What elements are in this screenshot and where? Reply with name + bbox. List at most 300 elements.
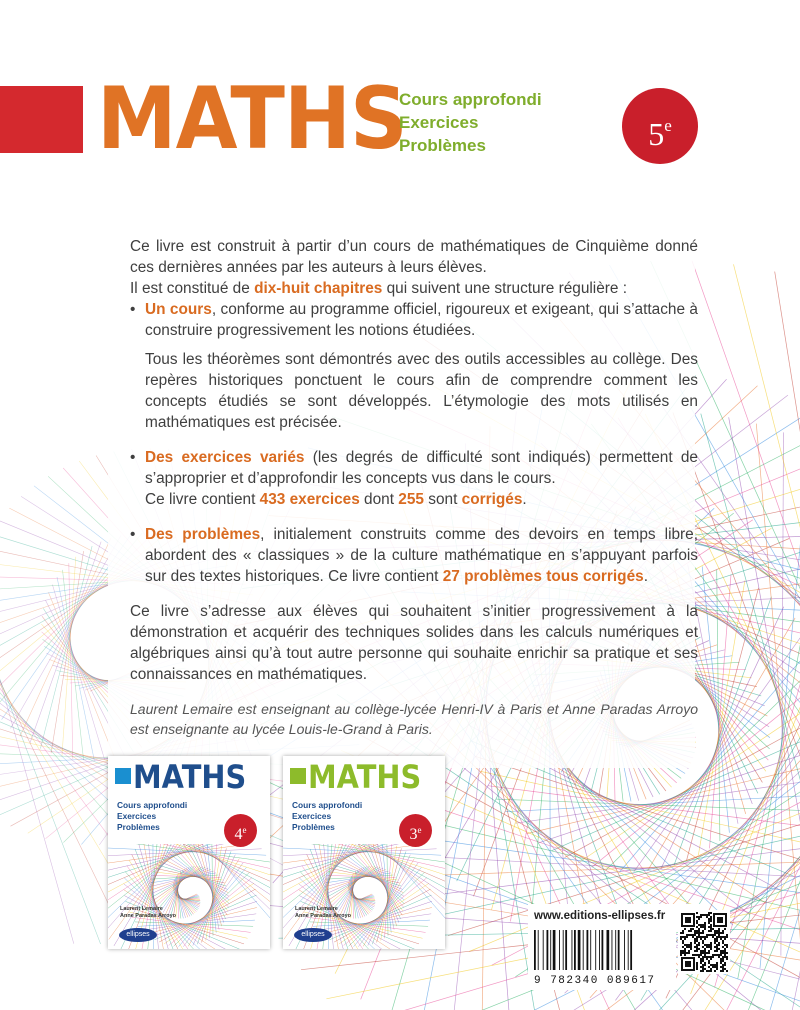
description-text <box>130 236 698 739</box>
qr-module <box>715 925 717 927</box>
qr-module <box>708 926 710 928</box>
qr-module <box>724 938 726 940</box>
qr-module <box>714 938 716 940</box>
qr-module <box>722 936 724 938</box>
qr-module <box>681 919 683 921</box>
qr-module <box>687 957 689 959</box>
qr-module <box>710 958 712 960</box>
qr-module <box>722 942 724 944</box>
qr-module <box>685 913 687 915</box>
book-authors <box>120 906 176 920</box>
book-title: MATHS <box>308 758 422 796</box>
text: Ce livre contient <box>145 491 260 508</box>
qr-module <box>694 940 696 942</box>
barcode-bar <box>578 930 581 970</box>
qr-module <box>702 942 704 944</box>
book-level-number: 4 <box>234 826 243 843</box>
publisher-logo: ellipses <box>294 928 332 942</box>
qr-module <box>704 914 706 916</box>
level-suffix: e <box>664 116 672 135</box>
qr-module <box>716 962 718 964</box>
qr-module <box>722 932 724 934</box>
qr-module <box>706 944 708 946</box>
qr-module <box>706 914 708 916</box>
qr-module <box>712 936 714 938</box>
qr-module <box>698 928 700 930</box>
qr-module <box>685 961 687 963</box>
qr-module <box>696 944 698 946</box>
qr-pattern <box>680 912 728 972</box>
barcode-bar <box>563 930 564 970</box>
qr-module <box>698 934 700 936</box>
qr-module <box>700 958 702 960</box>
qr-module <box>682 946 684 948</box>
qr-module <box>681 913 683 915</box>
spiral-line <box>151 868 208 894</box>
qr-module <box>723 913 725 915</box>
qr-module <box>719 917 721 919</box>
qr-module <box>684 954 686 956</box>
qr-module <box>714 932 716 934</box>
qr-module <box>704 968 706 970</box>
book-subtitle-line: Exercices <box>292 811 332 821</box>
qr-module <box>720 936 722 938</box>
qr-module <box>708 930 710 932</box>
qr-module <box>690 946 692 948</box>
text: qui suivent une structure régulière : <box>382 280 628 297</box>
qr-module <box>686 934 688 936</box>
qr-module <box>718 948 720 950</box>
qr-module <box>708 970 710 972</box>
qr-module <box>689 919 691 921</box>
book-subtitle-line: Exercices <box>117 811 157 821</box>
barcode-bar <box>628 930 629 970</box>
qr-module <box>694 942 696 944</box>
qr-module <box>693 917 695 919</box>
qr-module <box>693 967 695 969</box>
qr-module <box>681 921 683 923</box>
qr-module <box>710 934 712 936</box>
qr-module <box>689 921 691 923</box>
qr-module <box>683 925 685 927</box>
barcode-bar <box>624 930 625 970</box>
qr-module <box>704 956 706 958</box>
qr-module <box>681 967 683 969</box>
spiral-line <box>0 471 74 943</box>
qr-module <box>722 930 724 932</box>
qr-module <box>717 913 719 915</box>
qr-module <box>687 969 689 971</box>
qr-module <box>717 921 719 923</box>
qr-module <box>702 952 704 954</box>
book-level-suffix: e <box>242 825 247 835</box>
qr-module <box>680 938 682 940</box>
qr-module <box>702 926 704 928</box>
qr-module <box>692 954 694 956</box>
qr-module <box>726 934 728 936</box>
qr-module <box>721 913 723 915</box>
qr-module <box>682 932 684 934</box>
qr-module <box>684 944 686 946</box>
barcode-bar <box>574 930 576 970</box>
level-number: 5 <box>648 116 665 152</box>
qr-module <box>726 958 728 960</box>
barcode-bar <box>547 930 549 970</box>
qr-module <box>722 952 724 954</box>
qr-module <box>720 960 722 962</box>
qr-module <box>704 948 706 950</box>
qr-module <box>716 932 718 934</box>
bullet-problems: • Des problèmes, initialement construits comme des devoirs en temps libre, abordent des « classiques » de la culture mathématique en s’appuyant parfois sur des textes historiques. Ce livre contient 27 problèmes tous corrigés. <box>130 526 699 585</box>
qr-module <box>706 916 708 918</box>
qr-module <box>708 934 710 936</box>
qr-module <box>714 964 716 966</box>
book-author: Laurent Lemaire <box>120 906 163 912</box>
qr-module <box>693 919 695 921</box>
qr-module <box>694 946 696 948</box>
qr-module <box>706 952 708 954</box>
barcode-bar <box>587 930 589 970</box>
qr-module <box>713 925 715 927</box>
qr-module <box>713 917 715 919</box>
qr-module <box>725 917 727 919</box>
qr-module <box>685 919 687 921</box>
qr-module <box>718 942 720 944</box>
qr-module <box>714 942 716 944</box>
qr-module <box>692 936 694 938</box>
qr-module <box>700 932 702 934</box>
qr-module <box>683 957 685 959</box>
book-color-square <box>115 768 131 784</box>
qr-module <box>718 934 720 936</box>
qr-module <box>719 913 721 915</box>
qr-module <box>712 954 714 956</box>
book-subtitle-line: Problèmes <box>292 822 335 832</box>
qr-module <box>693 913 695 915</box>
qr-module <box>718 930 720 932</box>
spiral-line <box>57 577 94 760</box>
qr-module <box>704 938 706 940</box>
qr-module <box>712 964 714 966</box>
qr-module <box>685 925 687 927</box>
qr-module <box>719 921 721 923</box>
qr-module <box>710 912 712 914</box>
barcode-bar <box>550 930 551 970</box>
qr-module <box>700 916 702 918</box>
qr-module <box>716 940 718 942</box>
qr-module <box>682 940 684 942</box>
qr-module <box>691 957 693 959</box>
authors-note: Laurent Lemaire est enseignant au collège-lycée Henri-IV à Paris et Anne Paradas Arroyo est enseignante au lycée Louis-le-Grand à Paris. <box>130 701 698 737</box>
qr-module <box>696 940 698 942</box>
qr-module <box>688 946 690 948</box>
qr-module <box>706 970 708 972</box>
subtitle-line: Exercices <box>399 113 479 132</box>
qr-module <box>710 926 712 928</box>
qr-module <box>696 950 698 952</box>
qr-module <box>688 952 690 954</box>
book-cover-3e <box>283 756 445 949</box>
qr-module <box>708 962 710 964</box>
qr-module <box>720 970 722 972</box>
book-subtitles <box>117 800 187 833</box>
qr-code <box>678 910 730 974</box>
qr-module <box>714 934 716 936</box>
qr-module <box>715 913 717 915</box>
spiral-line <box>152 867 205 897</box>
qr-module <box>720 952 722 954</box>
qr-module <box>718 932 720 934</box>
qr-module <box>693 925 695 927</box>
qr-module <box>698 944 700 946</box>
qr-module <box>687 917 689 919</box>
qr-module <box>708 950 710 952</box>
qr-module <box>710 964 712 966</box>
qr-module <box>700 926 702 928</box>
qr-module <box>723 925 725 927</box>
qr-module <box>680 954 682 956</box>
qr-module <box>687 913 689 915</box>
qr-module <box>688 950 690 952</box>
qr-module <box>714 946 716 948</box>
qr-module <box>698 954 700 956</box>
qr-module <box>717 917 719 919</box>
book-subtitles <box>292 800 362 833</box>
text: Il est constitué de <box>130 280 255 297</box>
qr-module <box>710 920 712 922</box>
qr-module <box>726 936 728 938</box>
qr-module <box>694 934 696 936</box>
qr-module <box>719 919 721 921</box>
text: , conforme au programme officiel, rigoureux et exigeant, qui s’attache à construire progressivement les notions étudiées. <box>145 301 698 339</box>
barcode-bar <box>583 930 584 970</box>
qr-module <box>708 944 710 946</box>
qr-module <box>722 964 724 966</box>
qr-module <box>685 969 687 971</box>
qr-module <box>722 970 724 972</box>
qr-module <box>684 928 686 930</box>
qr-module <box>713 915 715 917</box>
qr-module <box>682 942 684 944</box>
qr-module <box>708 920 710 922</box>
qr-module <box>714 940 716 942</box>
qr-module <box>694 930 696 932</box>
spiral-line <box>516 776 800 823</box>
qr-module <box>708 918 710 920</box>
qr-module <box>704 952 706 954</box>
qr-module <box>702 914 704 916</box>
spiral-line <box>40 546 92 749</box>
qr-module <box>702 964 704 966</box>
qr-module <box>708 912 710 914</box>
qr-module <box>689 957 691 959</box>
qr-module <box>713 921 715 923</box>
book-author: Anne Paradas Arroyo <box>120 913 177 919</box>
qr-module <box>698 930 700 932</box>
barcode-bar <box>630 930 632 970</box>
qr-module <box>704 962 706 964</box>
qr-module <box>692 928 694 930</box>
qr-module <box>724 936 726 938</box>
qr-module <box>718 956 720 958</box>
qr-module <box>689 963 691 965</box>
qr-module <box>696 932 698 934</box>
qr-module <box>722 960 724 962</box>
book-subtitle-line: Problèmes <box>117 822 160 832</box>
qr-module <box>702 936 704 938</box>
highlight: 255 <box>398 491 424 508</box>
qr-module <box>681 917 683 919</box>
qr-module <box>714 970 716 972</box>
isbn-number: 9 782340 089617 <box>534 975 656 987</box>
red-accent-bar <box>0 86 83 153</box>
qr-module <box>696 936 698 938</box>
qr-module <box>693 969 695 971</box>
intro-paragraph: Ce livre est construit à partir d’un cours de mathématiques de Cinquième donné ces dernières années par les auteurs à leurs élèves. <box>130 238 698 276</box>
qr-module <box>716 950 718 952</box>
qr-module <box>708 966 710 968</box>
qr-module <box>702 958 704 960</box>
qr-module <box>720 962 722 964</box>
qr-module <box>702 940 704 942</box>
barcode-bar <box>618 930 620 970</box>
qr-module <box>700 952 702 954</box>
qr-module <box>687 965 689 967</box>
qr-module <box>700 924 702 926</box>
qr-module <box>696 938 698 940</box>
qr-module <box>714 950 716 952</box>
qr-module <box>694 938 696 940</box>
qr-module <box>720 950 722 952</box>
qr-module <box>696 964 698 966</box>
qr-module <box>716 968 718 970</box>
qr-module <box>714 966 716 968</box>
barcode-bar <box>612 930 613 970</box>
spiral-line <box>69 563 73 759</box>
qr-module <box>681 959 683 961</box>
qr-module <box>686 944 688 946</box>
qr-module <box>724 964 726 966</box>
text: dont <box>359 491 399 508</box>
qr-module <box>698 924 700 926</box>
qr-module <box>689 913 691 915</box>
qr-module <box>718 928 720 930</box>
intro-structure <box>130 278 698 299</box>
qr-module <box>687 925 689 927</box>
qr-module <box>682 936 684 938</box>
qr-module <box>708 952 710 954</box>
qr-module <box>726 944 728 946</box>
qr-module <box>720 932 722 934</box>
qr-module <box>704 950 706 952</box>
barcode-bar <box>565 930 567 970</box>
qr-module <box>700 966 702 968</box>
qr-module <box>693 957 695 959</box>
qr-module <box>724 952 726 954</box>
qr-module <box>683 913 685 915</box>
qr-module <box>681 925 683 927</box>
barcode-bar <box>590 930 591 970</box>
spiral-line <box>108 848 266 856</box>
barcode-bar <box>534 930 536 970</box>
qr-module <box>717 919 719 921</box>
qr-module <box>718 936 720 938</box>
qr-module <box>710 930 712 932</box>
highlight: 433 exercices <box>259 491 360 508</box>
barcode-bar <box>599 930 600 970</box>
qr-module <box>681 957 683 959</box>
qr-module <box>682 930 684 932</box>
qr-module <box>684 948 686 950</box>
qr-module <box>680 936 682 938</box>
qr-module <box>720 954 722 956</box>
qr-module <box>684 936 686 938</box>
book-cover-4e <box>108 756 270 949</box>
qr-module <box>706 956 708 958</box>
bullet-exercises: • Des exercices variés (les degrés de difficulté sont indiqués) permettent de s’approprier et d’approfondir les concepts vus dans le cours. Ce livre contient 433 exercices dont 255 sont corrigés. <box>130 449 698 508</box>
qr-module <box>689 965 691 967</box>
qr-module <box>716 966 718 968</box>
qr-module <box>700 914 702 916</box>
qr-module <box>690 930 692 932</box>
qr-module <box>716 944 718 946</box>
qr-module <box>698 936 700 938</box>
qr-module <box>710 944 712 946</box>
qr-module <box>725 915 727 917</box>
qr-module <box>688 930 690 932</box>
qr-module <box>725 923 727 925</box>
qr-module <box>722 950 724 952</box>
qr-module <box>685 921 687 923</box>
qr-module <box>704 922 706 924</box>
barcode-bar <box>572 930 573 970</box>
qr-module <box>724 962 726 964</box>
qr-module <box>724 968 726 970</box>
qr-module <box>681 915 683 917</box>
qr-module <box>722 966 724 968</box>
qr-module <box>689 917 691 919</box>
qr-module <box>724 954 726 956</box>
qr-module <box>689 961 691 963</box>
subtitle-line: Cours approfondi <box>399 90 542 109</box>
spiral-line <box>326 868 383 894</box>
qr-module <box>708 922 710 924</box>
qr-module <box>687 963 689 965</box>
qr-module <box>690 948 692 950</box>
qr-module <box>690 934 692 936</box>
qr-module <box>680 950 682 952</box>
qr-module <box>718 944 720 946</box>
qr-module <box>725 913 727 915</box>
publisher-website: www.editions-ellipses.fr <box>534 910 666 922</box>
qr-module <box>726 946 728 948</box>
book-level-number: 3 <box>409 826 418 843</box>
qr-module <box>700 938 702 940</box>
qr-module <box>718 954 720 956</box>
qr-module <box>691 913 693 915</box>
qr-module <box>716 930 718 932</box>
book-author: Laurent Lemaire <box>295 906 338 912</box>
qr-module <box>702 950 704 952</box>
qr-module <box>681 965 683 967</box>
qr-module <box>706 934 708 936</box>
qr-module <box>691 925 693 927</box>
barcode-bar <box>607 930 610 970</box>
qr-module <box>688 934 690 936</box>
qr-module <box>681 961 683 963</box>
qr-module <box>696 930 698 932</box>
qr-module <box>702 956 704 958</box>
